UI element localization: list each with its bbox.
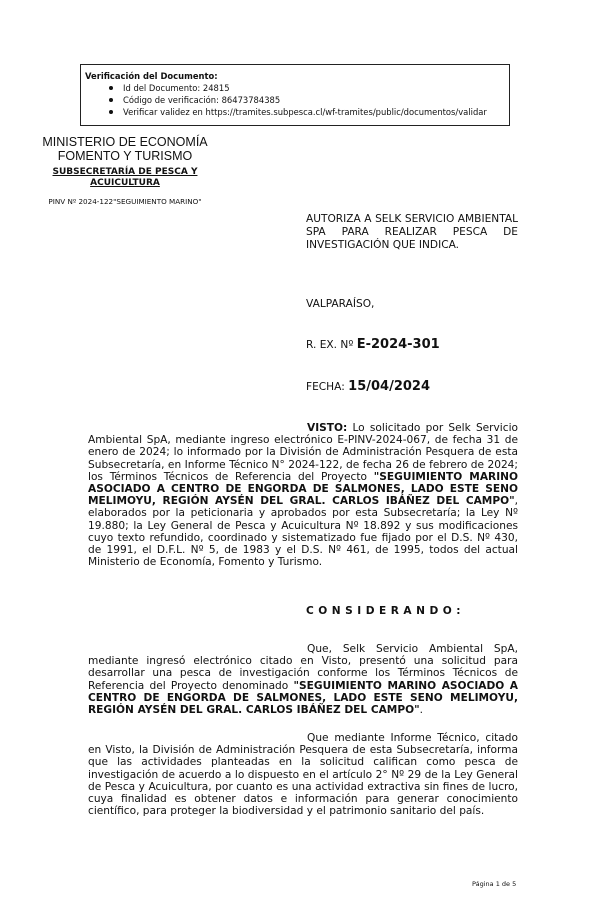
place: VALPARAÍSO, xyxy=(306,298,375,310)
visto-text-b: , elaborados por la peticionaria y aprobados por esta Subsecretaría; la Ley Nº 19.880; la Ley General de Pesca y Acuicultura Nº 18.892 y sus modificaciones cuyo texto refundido, coordinado y sistematizado fue fijado por el D.S. Nº 430, de 1991, el D.F.L. Nº 5, de 1983 y el D.S. Nº 461, de 1995, todos del actual Ministerio de Economía, Fomento y Turismo. xyxy=(88,495,518,569)
considerando-paragraph-1 xyxy=(88,643,518,716)
resolution-number xyxy=(306,338,518,352)
date-label: FECHA: xyxy=(306,381,345,393)
ministry-line-1: MINISTERIO DE ECONOMÍA xyxy=(42,135,208,149)
verification-url[interactable]: Verificar validez en https://tramites.subpesca.cl/wf-tramites/public/documentos/validar xyxy=(123,106,503,118)
considerando-1-project: "SEGUIMIENTO MARINO ASOCIADO A CENTRO DE ENGORDA DE SALMONES, LADO ESTE SENO MELIMOYU, REGIÓN AYSÉN DEL GRAL. CARLOS IBÁÑEZ DEL CAMPO" xyxy=(88,679,518,717)
ministry-line-2: FOMENTO Y TURISMO xyxy=(57,149,193,163)
verification-title: Verificación del Documento: xyxy=(85,71,218,81)
verification-id: Id del Documento: 24815 xyxy=(123,82,503,94)
considerando-1-text-a: Que, Selk Servicio Ambiental SpA, mediante ingresó electrónico citado en Visto, presentó una solicitud para desarrollar una pesca de investigación conforme los Términos Técnicos de Referencia del Proyecto denominado xyxy=(88,643,518,692)
considerando-2-text: Que mediante Informe Técnico, citado en Visto, la División de Administración Pesquera de esta Subsecretaría, informa que las actividades planteadas en la solicitud califican como pesca de investigación de acuerdo a lo dispuesto en el artículo 2° Nº 29 de la Ley General de Pesca y Acuicultura, por cuanto es una actividad extractiva sin fines de lucro, cuya finalidad es obtener datos e información para generar conocimiento científico, para proteger la biodiversidad y el patrimonio sanitario del país. xyxy=(88,732,518,818)
ministry-name xyxy=(30,135,220,163)
visto-section xyxy=(88,422,518,568)
resolution-date xyxy=(306,380,518,394)
resolution-label: R. EX. Nº xyxy=(306,339,354,351)
subsecretaria-name: SUBSECRETARÍA DE PESCA Y ACUICULTURA xyxy=(52,167,198,188)
visto-label: VISTO: xyxy=(307,422,348,434)
resolution-value: E-2024-301 xyxy=(356,337,440,352)
verification-list xyxy=(85,82,503,118)
considerando-paragraph-2 xyxy=(88,732,518,817)
resolution-subject: AUTORIZA A SELK SERVICIO AMBIENTAL SPA PARA REALIZAR PESCA DE INVESTIGACIÓN QUE INDICA. xyxy=(306,213,518,251)
visto-text-a: Lo solicitado por Selk Servicio Ambiental SpA, mediante ingreso electrónico E-PINV-2024-067, de fecha 31 de enero de 2024; lo informado por la División de Administración Pesquera de esta Subsecretaría, en Informe Técnico N° 2024-122, de fecha 26 de febrero de 2024; los Términos Técnicos de Referencia del Proyecto xyxy=(88,422,518,483)
pinv-reference: PINV Nº 2024-122"SEGUIMIENTO MARINO" xyxy=(48,197,202,206)
considerando-1-text-b: . xyxy=(419,704,424,717)
visto-project: "SEGUIMIENTO MARINO ASOCIADO A CENTRO DE ENGORDA DE SALMONES, LADO ESTE SENO MELIMOYU, REGIÓN AYSÉN DEL GRAL. CARLOS IBÁÑEZ DEL CAMPO" xyxy=(88,470,519,508)
verification-box xyxy=(80,64,510,126)
visto-paragraph xyxy=(88,422,518,568)
page-number: Página 1 de 5 xyxy=(472,880,517,888)
considerando-heading: CONSIDERANDO: xyxy=(306,605,466,617)
date-value: 15/04/2024 xyxy=(348,379,431,394)
verification-code: Código de verificación: 86473784385 xyxy=(123,94,503,106)
